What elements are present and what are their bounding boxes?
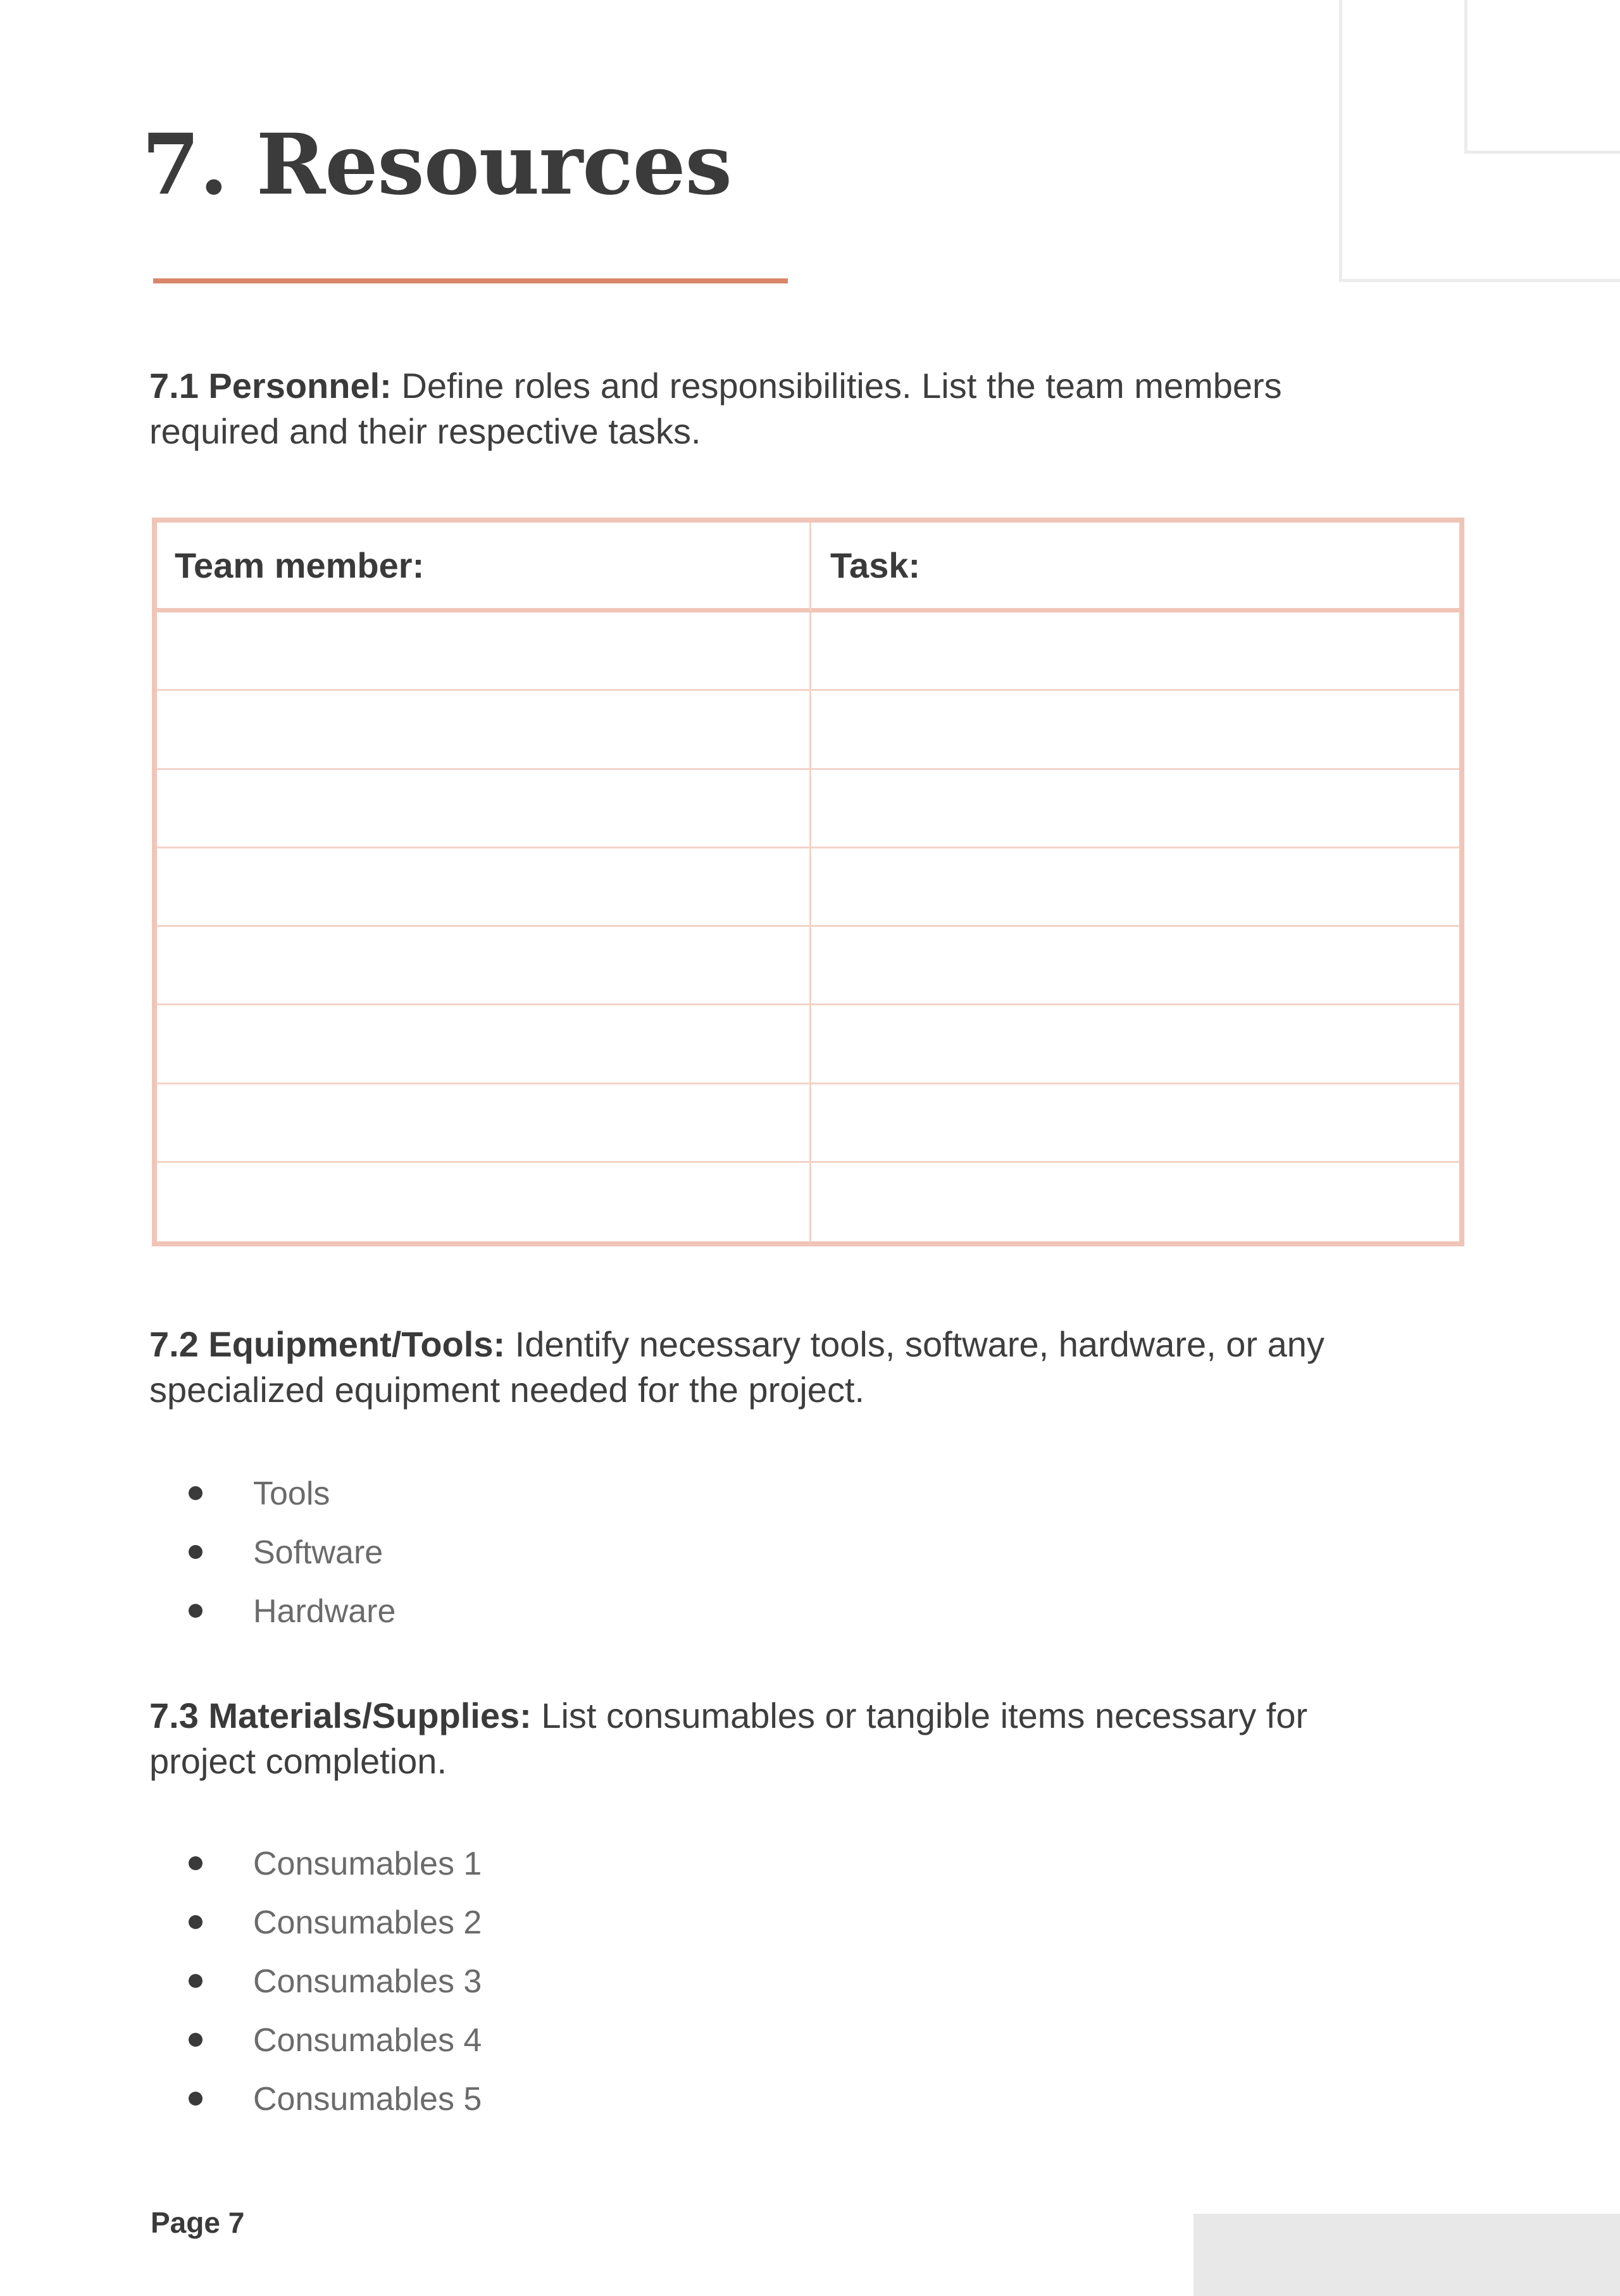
bullet-icon [189,1604,202,1618]
list-item-label: Consumables 1 [253,1846,482,1882]
task-cell[interactable] [811,1005,1459,1084]
personnel-table [152,518,1464,1246]
personnel-paragraph [149,363,1390,454]
bullet-icon [189,2092,202,2106]
list-item-label: Consumables 2 [253,1904,482,1941]
bullet-icon [189,1974,202,1988]
list-item-label: Consumables 3 [253,1963,482,2000]
team-member-cell[interactable] [157,612,811,691]
task-cell[interactable] [811,1163,1459,1241]
team-member-cell[interactable] [157,848,811,927]
task-cell[interactable] [811,848,1459,927]
bullet-icon [189,2033,202,2047]
team-member-cell[interactable] [157,1163,811,1241]
list-item-label: Tools [253,1475,330,1512]
task-cell[interactable] [811,1084,1459,1163]
equipment-paragraph [149,1322,1390,1413]
bullet-icon [189,1856,202,1870]
decorative-footer-block [1193,2214,1620,2296]
page-title: 7. Resources [142,116,732,214]
equipment-heading: 7.2 Equipment/Tools: [149,1324,506,1364]
title-underline [153,278,788,283]
team-member-cell[interactable] [157,1084,811,1163]
table-header-team-member: Team member: [157,523,811,612]
list-item-label: Hardware [253,1593,396,1630]
team-member-cell[interactable] [157,1005,811,1084]
bullet-icon [189,1915,202,1929]
team-member-cell[interactable] [157,770,811,848]
materials-paragraph [149,1693,1390,1784]
decorative-frame-inner [1464,0,1620,154]
materials-description: List consumables or tangible items necessary for project completion. [149,1696,1308,1781]
list-item-label: Consumables 4 [253,2022,482,2059]
task-cell[interactable] [811,612,1459,691]
list-item-label: Consumables 5 [253,2081,482,2118]
task-cell[interactable] [811,770,1459,848]
task-cell[interactable] [811,927,1459,1005]
equipment-description: Identify necessary tools, software, hardware, or any specialized equipment needed for the project. [149,1324,1324,1410]
task-cell[interactable] [811,691,1459,769]
table-header-task: Task: [811,523,1459,612]
team-member-cell[interactable] [157,927,811,1005]
personnel-description: Define roles and responsibilities. List the team members required and their respective tasks. [149,366,1282,451]
bullet-icon [189,1545,202,1559]
personnel-heading: 7.1 Personnel: [149,366,392,406]
bullet-icon [189,1486,202,1500]
materials-heading: 7.3 Materials/Supplies: [149,1696,532,1735]
team-member-cell[interactable] [157,691,811,769]
list-item-label: Software [253,1534,383,1571]
page-number: Page 7 [151,2206,245,2239]
